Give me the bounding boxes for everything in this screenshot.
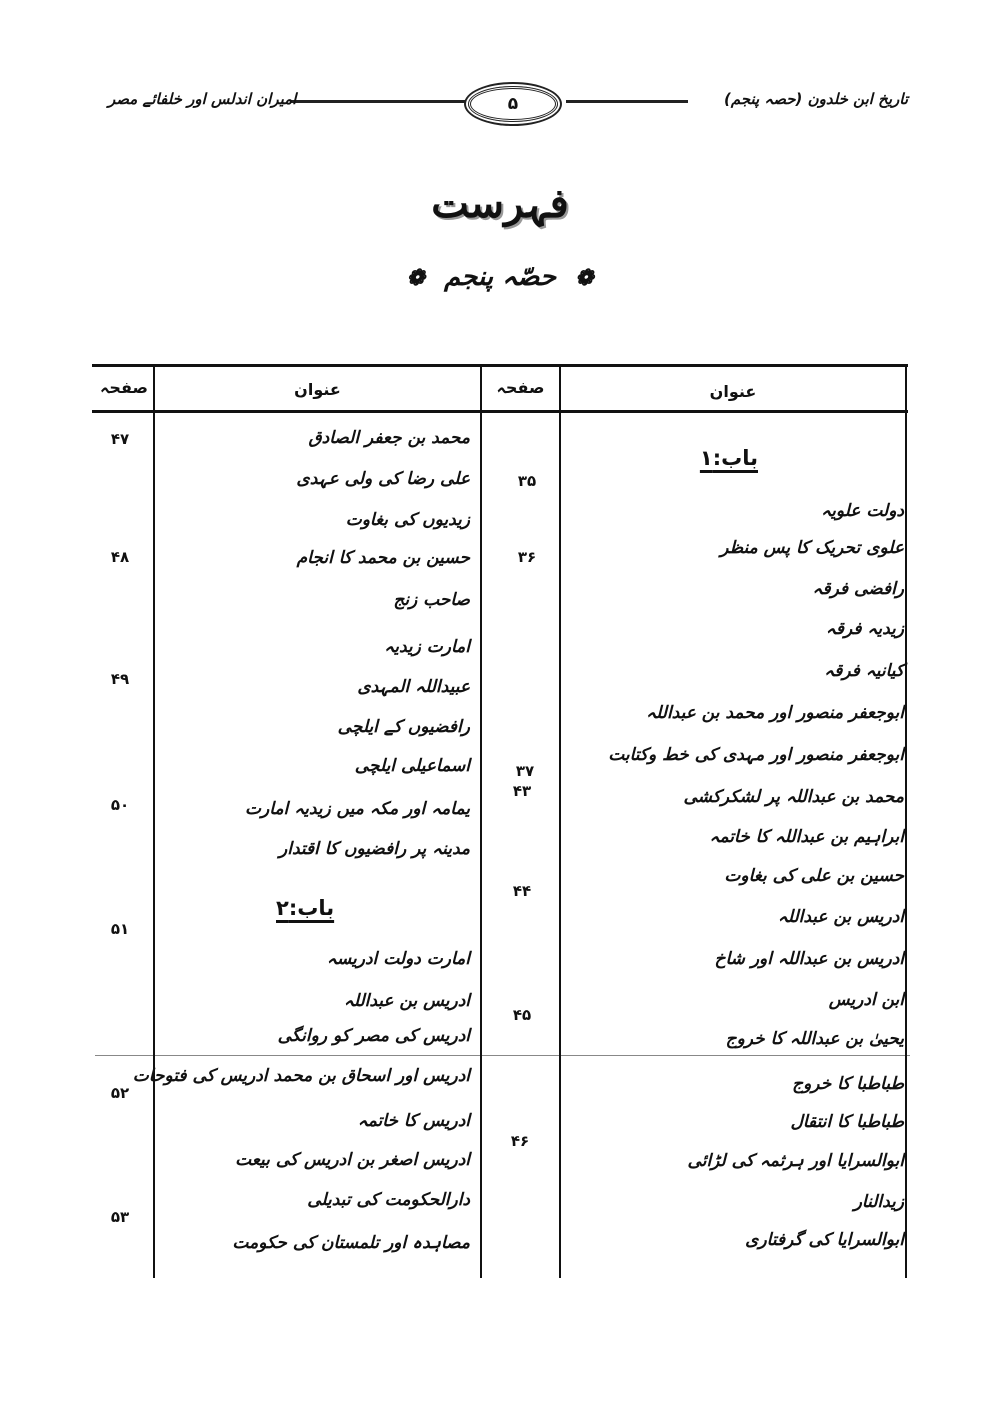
toc-entry: ابراہیم بن عبداللہ کا خاتمہ <box>709 827 904 847</box>
toc-entry: ابوالسرایا اور ہرثمہ کی لڑائی <box>687 1151 904 1171</box>
header-right-page: صفحہ <box>496 378 545 397</box>
toc-entry: امارت دولت ادریسہ <box>326 949 470 969</box>
page-ref: ۳۶ <box>517 548 537 566</box>
toc-entry: زیدیوں کی بغاوت <box>345 510 470 530</box>
page-ref: ۴۴ <box>512 882 532 900</box>
header-rule-left <box>290 100 466 103</box>
toc-entry: عبیداللہ المہدی <box>357 677 470 697</box>
running-header-section-title: امیران اندلس اور خلفائے مصر <box>108 90 297 108</box>
toc-entry: طباطبا کا خروج <box>792 1074 904 1094</box>
page-ref: ۴۶ <box>510 1132 530 1150</box>
divider-left-topic <box>480 364 482 1278</box>
table-header-bottom-border <box>92 410 908 413</box>
toc-entry: دارالحکومت کی تبدیلی <box>307 1190 470 1210</box>
page-ref: ۳۵ <box>517 472 537 490</box>
toc-entry: ابوالسرایا کی گرفتاری <box>745 1230 904 1250</box>
toc-entry: ادریس کا خاتمہ <box>357 1111 470 1131</box>
toc-entry: ابن ادریس <box>828 990 904 1010</box>
page-ref: ۴۵ <box>512 1006 532 1024</box>
page-number: ۵ <box>507 94 519 114</box>
toc-entry: ادریس اور اسحاق بن محمد ادریس کی فتوحات <box>132 1066 470 1086</box>
page-ref: ۵۱ <box>110 920 130 938</box>
table-mid-rule <box>95 1055 910 1056</box>
header-left-page: صفحہ <box>100 378 148 397</box>
toc-entry: اسماعیلی ایلچی <box>354 756 470 776</box>
toc-entry: رافضی فرقہ <box>812 579 904 599</box>
table-top-border <box>92 364 908 367</box>
chapter-heading-1: باب:۱ <box>699 446 758 470</box>
ornament-icon: ❁ <box>575 265 594 291</box>
toc-entry: حسین بن علی کی بغاوت <box>724 866 904 886</box>
divider-left-page <box>153 364 155 1278</box>
divider-right-edge <box>905 364 907 1278</box>
toc-entry: مصاہدہ اور تلمستان کی حکومت <box>232 1233 470 1253</box>
page-ref: ۳۷ <box>515 762 535 780</box>
subtitle-text: حصّہ پنجم <box>443 262 557 292</box>
toc-entry: مدینہ پر رافضیوں کا اقتدار <box>279 839 470 859</box>
page-subtitle <box>0 262 1000 292</box>
toc-entry: ادریس اصغر بن ادریس کی بیعت <box>235 1150 470 1170</box>
page-title: فہرست <box>431 180 569 227</box>
chapter-heading-2: باب:۲ <box>276 896 335 920</box>
page-ref: ۵۰ <box>110 796 130 814</box>
toc-entry: رافضیوں کے ایلچی <box>337 717 470 737</box>
divider-right-page <box>559 364 561 1278</box>
toc-entry: کیانیہ فرقہ <box>824 661 904 681</box>
page-ref: ۴۸ <box>110 548 130 566</box>
ornament-icon: ❁ <box>406 265 425 291</box>
toc-entry: ادریس بن عبداللہ اور شاخ <box>714 949 904 969</box>
toc-entry: صاحب زنج <box>393 590 470 610</box>
header-left-topic: عنوان <box>294 380 341 399</box>
toc-entry: ادریس کی مصر کو روانگی <box>277 1026 470 1046</box>
page-ref: ۴۷ <box>110 430 130 448</box>
toc-entry: ابوجعفر منصور اور محمد بن عبداللہ <box>646 703 904 723</box>
page-ref: ۵۳ <box>110 1208 130 1226</box>
toc-entry: زیدیہ فرقہ <box>825 619 904 639</box>
toc-entry: علوی تحریک کا پس منظر <box>720 538 904 558</box>
toc-entry: امارت زیدیہ <box>384 637 470 657</box>
page-ref: ۴۳ <box>512 782 532 800</box>
toc-entry: یحییٰ بن عبداللہ کا خروج <box>725 1029 904 1049</box>
running-header-book-title: تاریخ ابن خلدون (حصہ پنجم) <box>723 90 908 108</box>
page-ref: ۵۲ <box>110 1084 130 1102</box>
header-rule-right <box>566 100 688 103</box>
toc-entry: طباطبا کا انتقال <box>790 1112 904 1132</box>
toc-entry: ادریس بن عبداللہ <box>777 907 904 927</box>
toc-entry: محمد بن جعفر الصادق <box>308 428 470 448</box>
page-number-badge <box>468 86 558 122</box>
toc-entry: علی رضا کی ولی عہدی <box>296 469 470 489</box>
toc-entry: ادریس بن عبداللہ <box>343 991 470 1011</box>
header-right-topic: عنوان <box>709 382 757 401</box>
toc-entry: حسین بن محمد کا انجام <box>296 548 470 568</box>
page-ref: ۴۹ <box>110 670 130 688</box>
toc-entry: زیدالنار <box>853 1192 904 1212</box>
toc-entry: یمامہ اور مکہ میں زیدیہ امارت <box>245 799 470 819</box>
toc-entry: ابوجعفر منصور اور مہدی کی خط وکتابت <box>608 745 904 765</box>
toc-entry: محمد بن عبداللہ پر لشکرکشی <box>683 787 904 807</box>
toc-entry: دولت علویہ <box>821 501 904 521</box>
